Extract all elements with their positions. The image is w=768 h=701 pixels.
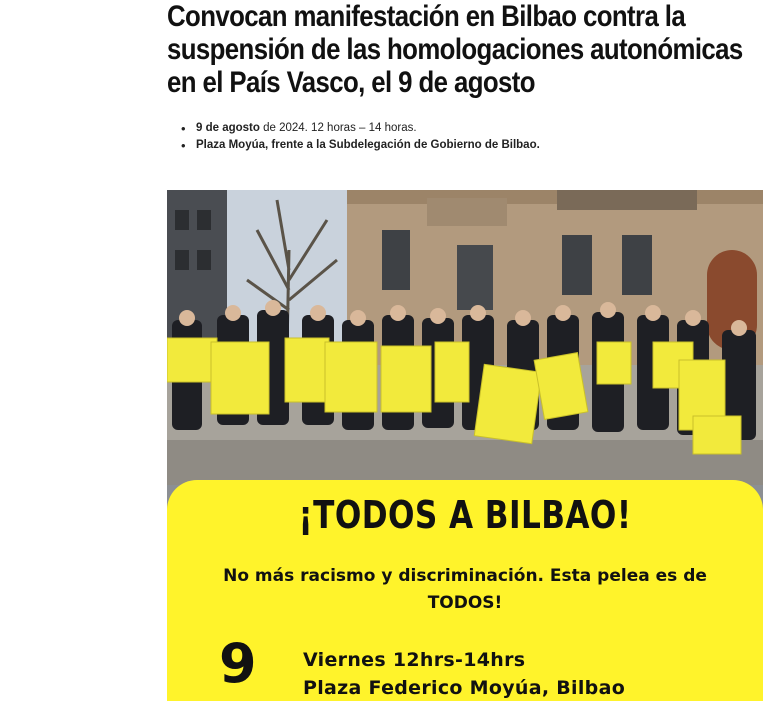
poster-time: Viernes 12hrs-14hrs: [303, 649, 526, 671]
poster-title: ¡TODOS A BILBAO!: [298, 493, 632, 537]
event-place-item: [180, 137, 540, 154]
poster-day-number: 9: [219, 632, 257, 695]
event-date-item: [180, 120, 540, 137]
poster-message: No más racismo y discriminación. Esta pelea es de TODOS!: [223, 566, 707, 613]
event-date-text: de 2024. 12 horas – 14 horas.: [259, 122, 417, 134]
article-headline: Convocan manifestación en Bilbao contra la suspensión de las homologaciones autonómicas en el País Vasco, el 9 de agosto: [167, 0, 743, 99]
poster-location: Plaza Federico Moyúa, Bilbao: [303, 677, 626, 699]
protest-poster-image: [167, 190, 763, 701]
event-place-bold: Plaza Moyúa, frente a la Subdelegación de Gobierno de Bilbao.: [196, 139, 540, 151]
event-details-list: [180, 120, 540, 154]
event-date-bold: 9 de agosto: [196, 122, 260, 134]
